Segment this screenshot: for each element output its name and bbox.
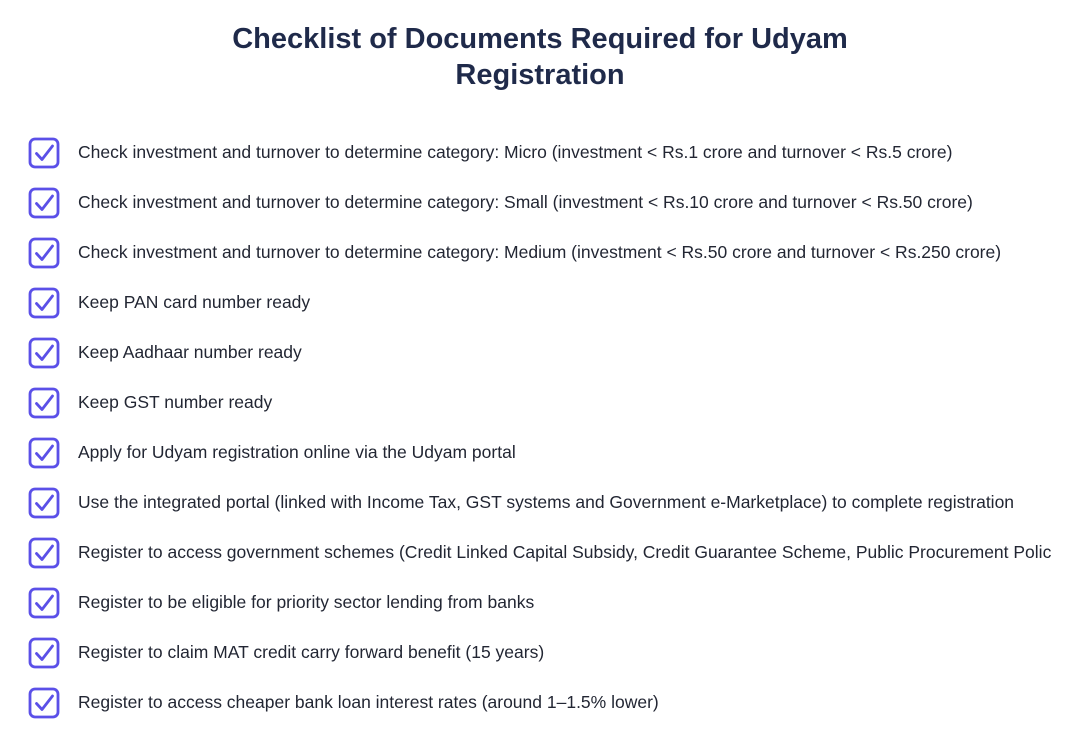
checklist-item [0, 377, 1080, 427]
checklist-item-label: Register to claim MAT credit carry forward benefit (15 years) [78, 642, 545, 662]
checked-checkbox-icon[interactable] [28, 137, 60, 169]
checklist-item [0, 627, 1080, 677]
checked-checkbox-icon[interactable] [28, 687, 60, 719]
checked-checkbox-icon[interactable] [28, 287, 60, 319]
checked-checkbox-icon[interactable] [28, 387, 60, 419]
checklist-item-label: Use the integrated portal (linked with Income Tax, GST systems and Government e-Marketplace) to complete registration [78, 492, 1015, 512]
checked-checkbox-icon[interactable] [28, 437, 60, 469]
checklist-item [0, 577, 1080, 627]
checked-checkbox-icon[interactable] [28, 537, 60, 569]
document-checklist [0, 127, 1080, 727]
checklist-item [0, 127, 1080, 177]
checklist-item-label: Check investment and turnover to determine category: Micro (investment < Rs.1 crore and turnover < Rs.5 crore) [78, 142, 953, 162]
checklist-item [0, 427, 1080, 477]
checklist-item [0, 677, 1080, 727]
checklist-item [0, 177, 1080, 227]
checked-checkbox-icon[interactable] [28, 637, 60, 669]
checked-checkbox-icon[interactable] [28, 337, 60, 369]
checklist-item [0, 277, 1080, 327]
checklist-item-label: Keep PAN card number ready [78, 292, 311, 312]
checklist-item-label: Keep GST number ready [78, 392, 273, 412]
checklist-item-label: Check investment and turnover to determine category: Medium (investment < Rs.50 crore and turnover < Rs.250 crore) [78, 242, 1002, 262]
checklist-item [0, 477, 1080, 527]
checklist-item-label: Register to be eligible for priority sector lending from banks [78, 592, 535, 612]
checklist-item-label: Register to access cheaper bank loan interest rates (around 1–1.5% lower) [78, 692, 659, 712]
checked-checkbox-icon[interactable] [28, 187, 60, 219]
checklist-item-label: Keep Aadhaar number ready [78, 342, 302, 362]
checked-checkbox-icon[interactable] [28, 237, 60, 269]
checklist-item-label: Apply for Udyam registration online via the Udyam portal [78, 442, 516, 462]
checklist-item [0, 327, 1080, 377]
checklist-item [0, 527, 1080, 577]
checked-checkbox-icon[interactable] [28, 587, 60, 619]
checked-checkbox-icon[interactable] [28, 487, 60, 519]
checklist-item-label: Register to access government schemes (Credit Linked Capital Subsidy, Credit Guarantee Scheme, Public Procurement Polic [78, 542, 1052, 562]
checklist-item-label: Check investment and turnover to determine category: Small (investment < Rs.10 crore and turnover < Rs.50 crore) [78, 192, 973, 212]
page-title: Checklist of Documents Required for Udyam Registration [232, 23, 848, 91]
checklist-item [0, 227, 1080, 277]
